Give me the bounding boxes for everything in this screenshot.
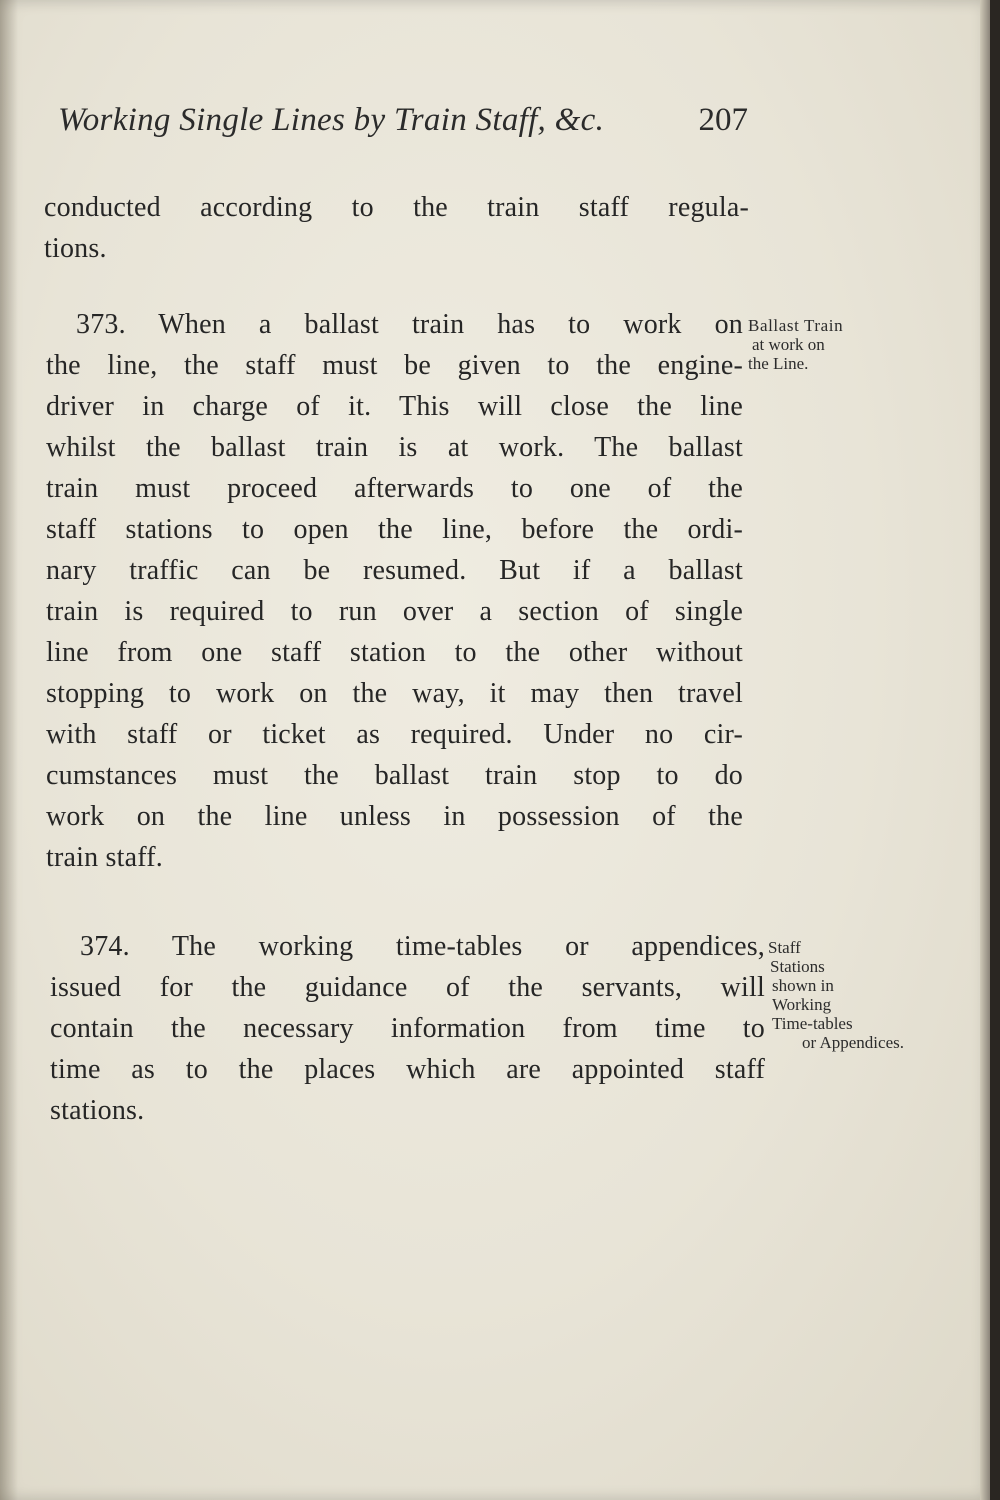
text-line: nary traffic can be resumed. But if a ballast: [46, 555, 743, 586]
sidenote-line: the Line.: [748, 354, 809, 373]
paragraph-374: [50, 926, 765, 1131]
text-line: train is required to run over a section of single: [46, 596, 743, 627]
text-line: time as to the places which are appointed staff: [50, 1054, 765, 1085]
sidenote-line: Staff: [768, 938, 801, 957]
sidenote-line: Working: [772, 995, 832, 1014]
page-number: 207: [698, 102, 748, 138]
sidenote-line: Time-tables: [772, 1014, 853, 1033]
sidenote-staff-stations: [766, 938, 946, 1052]
page-edge: [980, 0, 990, 1500]
text-line: train must proceed afterwards to one of the: [46, 473, 743, 504]
text-line: stopping to work on the way, it may then travel: [46, 678, 743, 709]
sidenote-line: Ballast Train: [748, 316, 844, 335]
text-line: the line, the staff must be given to the engine-: [46, 350, 743, 381]
text-line: staff stations to open the line, before the ordi-: [46, 514, 743, 545]
sidenote-line: Stations: [770, 957, 825, 976]
text-line: with staff or ticket as required. Under no cir-: [46, 719, 743, 750]
text-line: stations.: [50, 1095, 145, 1126]
text-line: 374. The working time-tables or appendices,: [80, 931, 765, 962]
text-line: line from one staff station to the other without: [46, 637, 743, 668]
running-header: [58, 102, 748, 139]
sidenote-line: or Appendices.: [802, 1033, 904, 1052]
spine-shadow: [0, 0, 18, 1500]
running-title: Working Single Lines by Train Staff, &c.: [58, 102, 605, 138]
paragraph-continuation: [44, 187, 749, 269]
sidenote-ballast-train: [748, 316, 908, 373]
text-line: conducted according to the train staff regula-: [44, 192, 749, 223]
text-line: driver in charge of it. This will close the line: [46, 391, 743, 422]
text-line: 373. When a ballast train has to work on: [76, 309, 743, 340]
text-line: cumstances must the ballast train stop to do: [46, 760, 743, 791]
sidenote-line: at work on: [752, 335, 825, 354]
text-line: train staff.: [46, 842, 163, 873]
text-line: issued for the guidance of the servants, will: [50, 972, 765, 1003]
text-line: work on the line unless in possession of the: [46, 801, 743, 832]
paragraph-373: [46, 304, 743, 878]
sidenote-line: shown in: [772, 976, 834, 995]
text-line: whilst the ballast train is at work. The ballast: [46, 432, 743, 463]
text-line: contain the necessary information from time to: [50, 1013, 765, 1044]
text-line: tions.: [44, 233, 107, 264]
